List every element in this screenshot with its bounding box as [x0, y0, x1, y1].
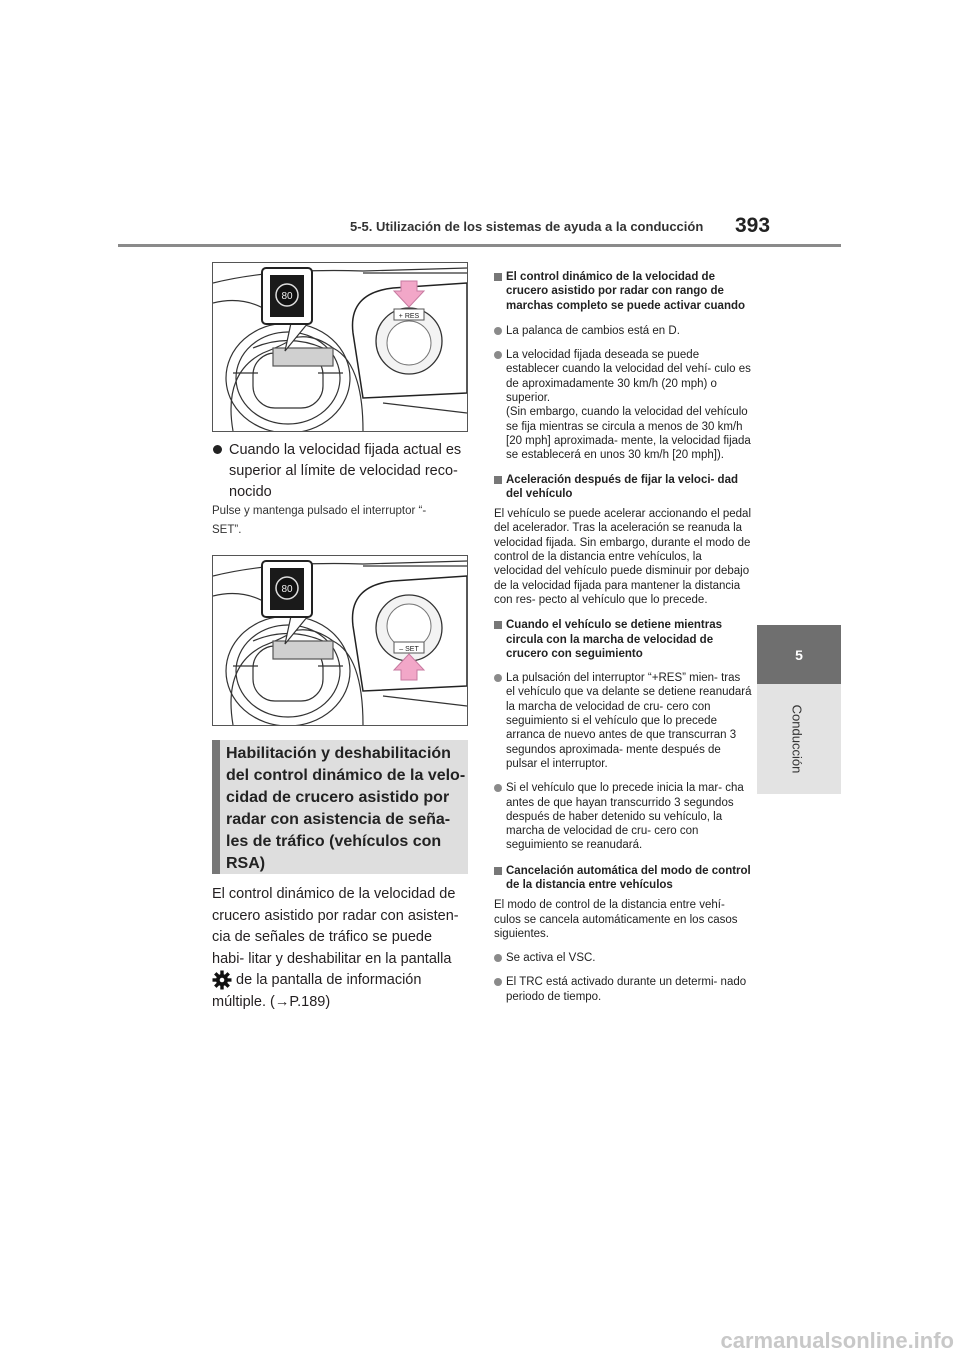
illustration-svg	[213, 556, 467, 725]
bullet-marker	[494, 327, 502, 335]
watermark: carmanualsonline.info	[720, 1328, 954, 1353]
gear-icon	[212, 970, 232, 990]
subheading-acceleration: Aceleración después de fijar la veloci- dad del vehículo	[494, 473, 752, 502]
subheading-auto-cancel: Cancelación automática del modo de control de la distancia entre vehículos	[494, 864, 752, 893]
speed-sign-value: 80	[281, 584, 293, 595]
illustration-svg	[213, 263, 467, 431]
speed-sign-value: 80	[281, 291, 293, 302]
bullet-vsc: Se activa el VSC.	[494, 951, 752, 965]
bullet-marker	[494, 351, 502, 359]
section-heading: Habilitación y deshabilitación del control dinámico de la velo- cidad de crucero asistido por radar con asistencia de seña- les de tráfico (vehículos con RSA)	[226, 745, 466, 872]
bullet-preceding-starts: Si el vehículo que lo precede inicia la mar- cha antes de que hayan transcurrido 3 segundos después de haber detenido su vehículo, la marcha de velocidad de cru- cero con seguimiento se reanudará.	[494, 781, 752, 852]
chapter-tab-number[interactable]: 5	[757, 625, 841, 684]
body-text-part2: de la pantalla de información múltiple. (→P.189)	[212, 972, 422, 1010]
steering-wheel-res-illustration	[212, 262, 468, 432]
bullet-marker	[494, 674, 502, 682]
header-section-title: 5-5. Utilización de los sistemas de ayuda a la conducción	[350, 219, 704, 234]
header-divider	[118, 244, 841, 247]
auto-cancel-paragraph: El modo de control de la distancia entre vehí- culos se cancela automáticamente en los casos siguientes.	[494, 899, 738, 940]
acceleration-paragraph: El vehículo se puede acelerar accionando el pedal del acelerador. Tras la aceleración se reanuda la velocidad fijada. Sin embargo, durante el modo de control de la distancia entre vehículos, la velocidad del vehículo puede disminuir por debajo de la velocidad fijada para mantener la distancia con res- pecto al vehículo que lo precede.	[494, 508, 752, 606]
instruction-paragraph: Pulse y mantenga pulsado el interruptor “- SET”.	[212, 505, 427, 536]
bullet-marker	[494, 954, 502, 962]
section-heading-box	[212, 740, 468, 874]
steering-wheel-set-illustration	[212, 555, 468, 726]
bullet-res-press: La pulsación del interruptor “+RES” mien- tras el vehículo que va delante se detiene reanudará la marcha de velocidad de cru- cero con seguimiento si el vehículo que lo precede arranca de nuevo antes de que transcurran 3 segundos aproximada- mente después de pulsar el interruptor.	[494, 671, 752, 771]
section-heading-bar	[212, 740, 220, 874]
body-text-part1: El control dinámico de la velocidad de crucero asistido por radar con asisten- cia de señales de tráfico se puede habi- litar y deshabilitar en la pantalla	[212, 886, 459, 967]
bullet-speed-above-limit	[212, 440, 487, 503]
square-marker	[494, 621, 502, 629]
bullet-dot	[213, 445, 222, 454]
square-marker	[494, 867, 502, 875]
chapter-label-text: Conducción	[789, 704, 805, 774]
chapter-tab-label[interactable]	[757, 684, 841, 794]
bullet-note: (Sin embargo, cuando la velocidad del vehículo se fija mientras se circula a menos de 30 km/h [20 mph] aproximada- mente, la velocidad fijada se establecerá en unos 30 km/h [20 mph]).	[506, 406, 751, 462]
bullet-trc: El TRC está activado durante un determi- nado periodo de tiempo.	[494, 975, 752, 1004]
set-switch-label: – SET	[399, 646, 419, 653]
bullet-marker	[494, 784, 502, 792]
right-column	[494, 270, 752, 1004]
subheading-activation: El control dinámico de la velocidad de crucero asistido por radar con rango de marchas completo se puede activar cuando	[494, 270, 752, 313]
bullet-text: Cuando la velocidad fijada actual es superior al límite de velocidad reco- nocido	[229, 442, 462, 500]
bullet-shift-lever: La palanca de cambios está en D.	[494, 324, 752, 338]
bullet-set-speed: La velocidad fijada deseada se puede establecer cuando la velocidad del vehí- culo es de aproximadamente 30 km/h (20 mph) o superior. (Sin embargo, cuando la velocidad del vehículo se fija mientras se circula a menos de 30 km/h [20 mph] aproximada- mente, la velocidad fijada se establecerá en unos 30 km/h [20 mph]).	[494, 348, 752, 462]
section-body	[212, 884, 462, 1013]
square-marker	[494, 476, 502, 484]
page-number: 393	[735, 214, 771, 237]
subheading-vehicle-stops: Cuando el vehículo se detiene mientras circula con la marcha de velocidad de crucero con seguimiento	[494, 618, 752, 661]
res-switch-label: + RES	[398, 313, 420, 320]
square-marker	[494, 273, 502, 281]
bullet-marker	[494, 978, 502, 986]
